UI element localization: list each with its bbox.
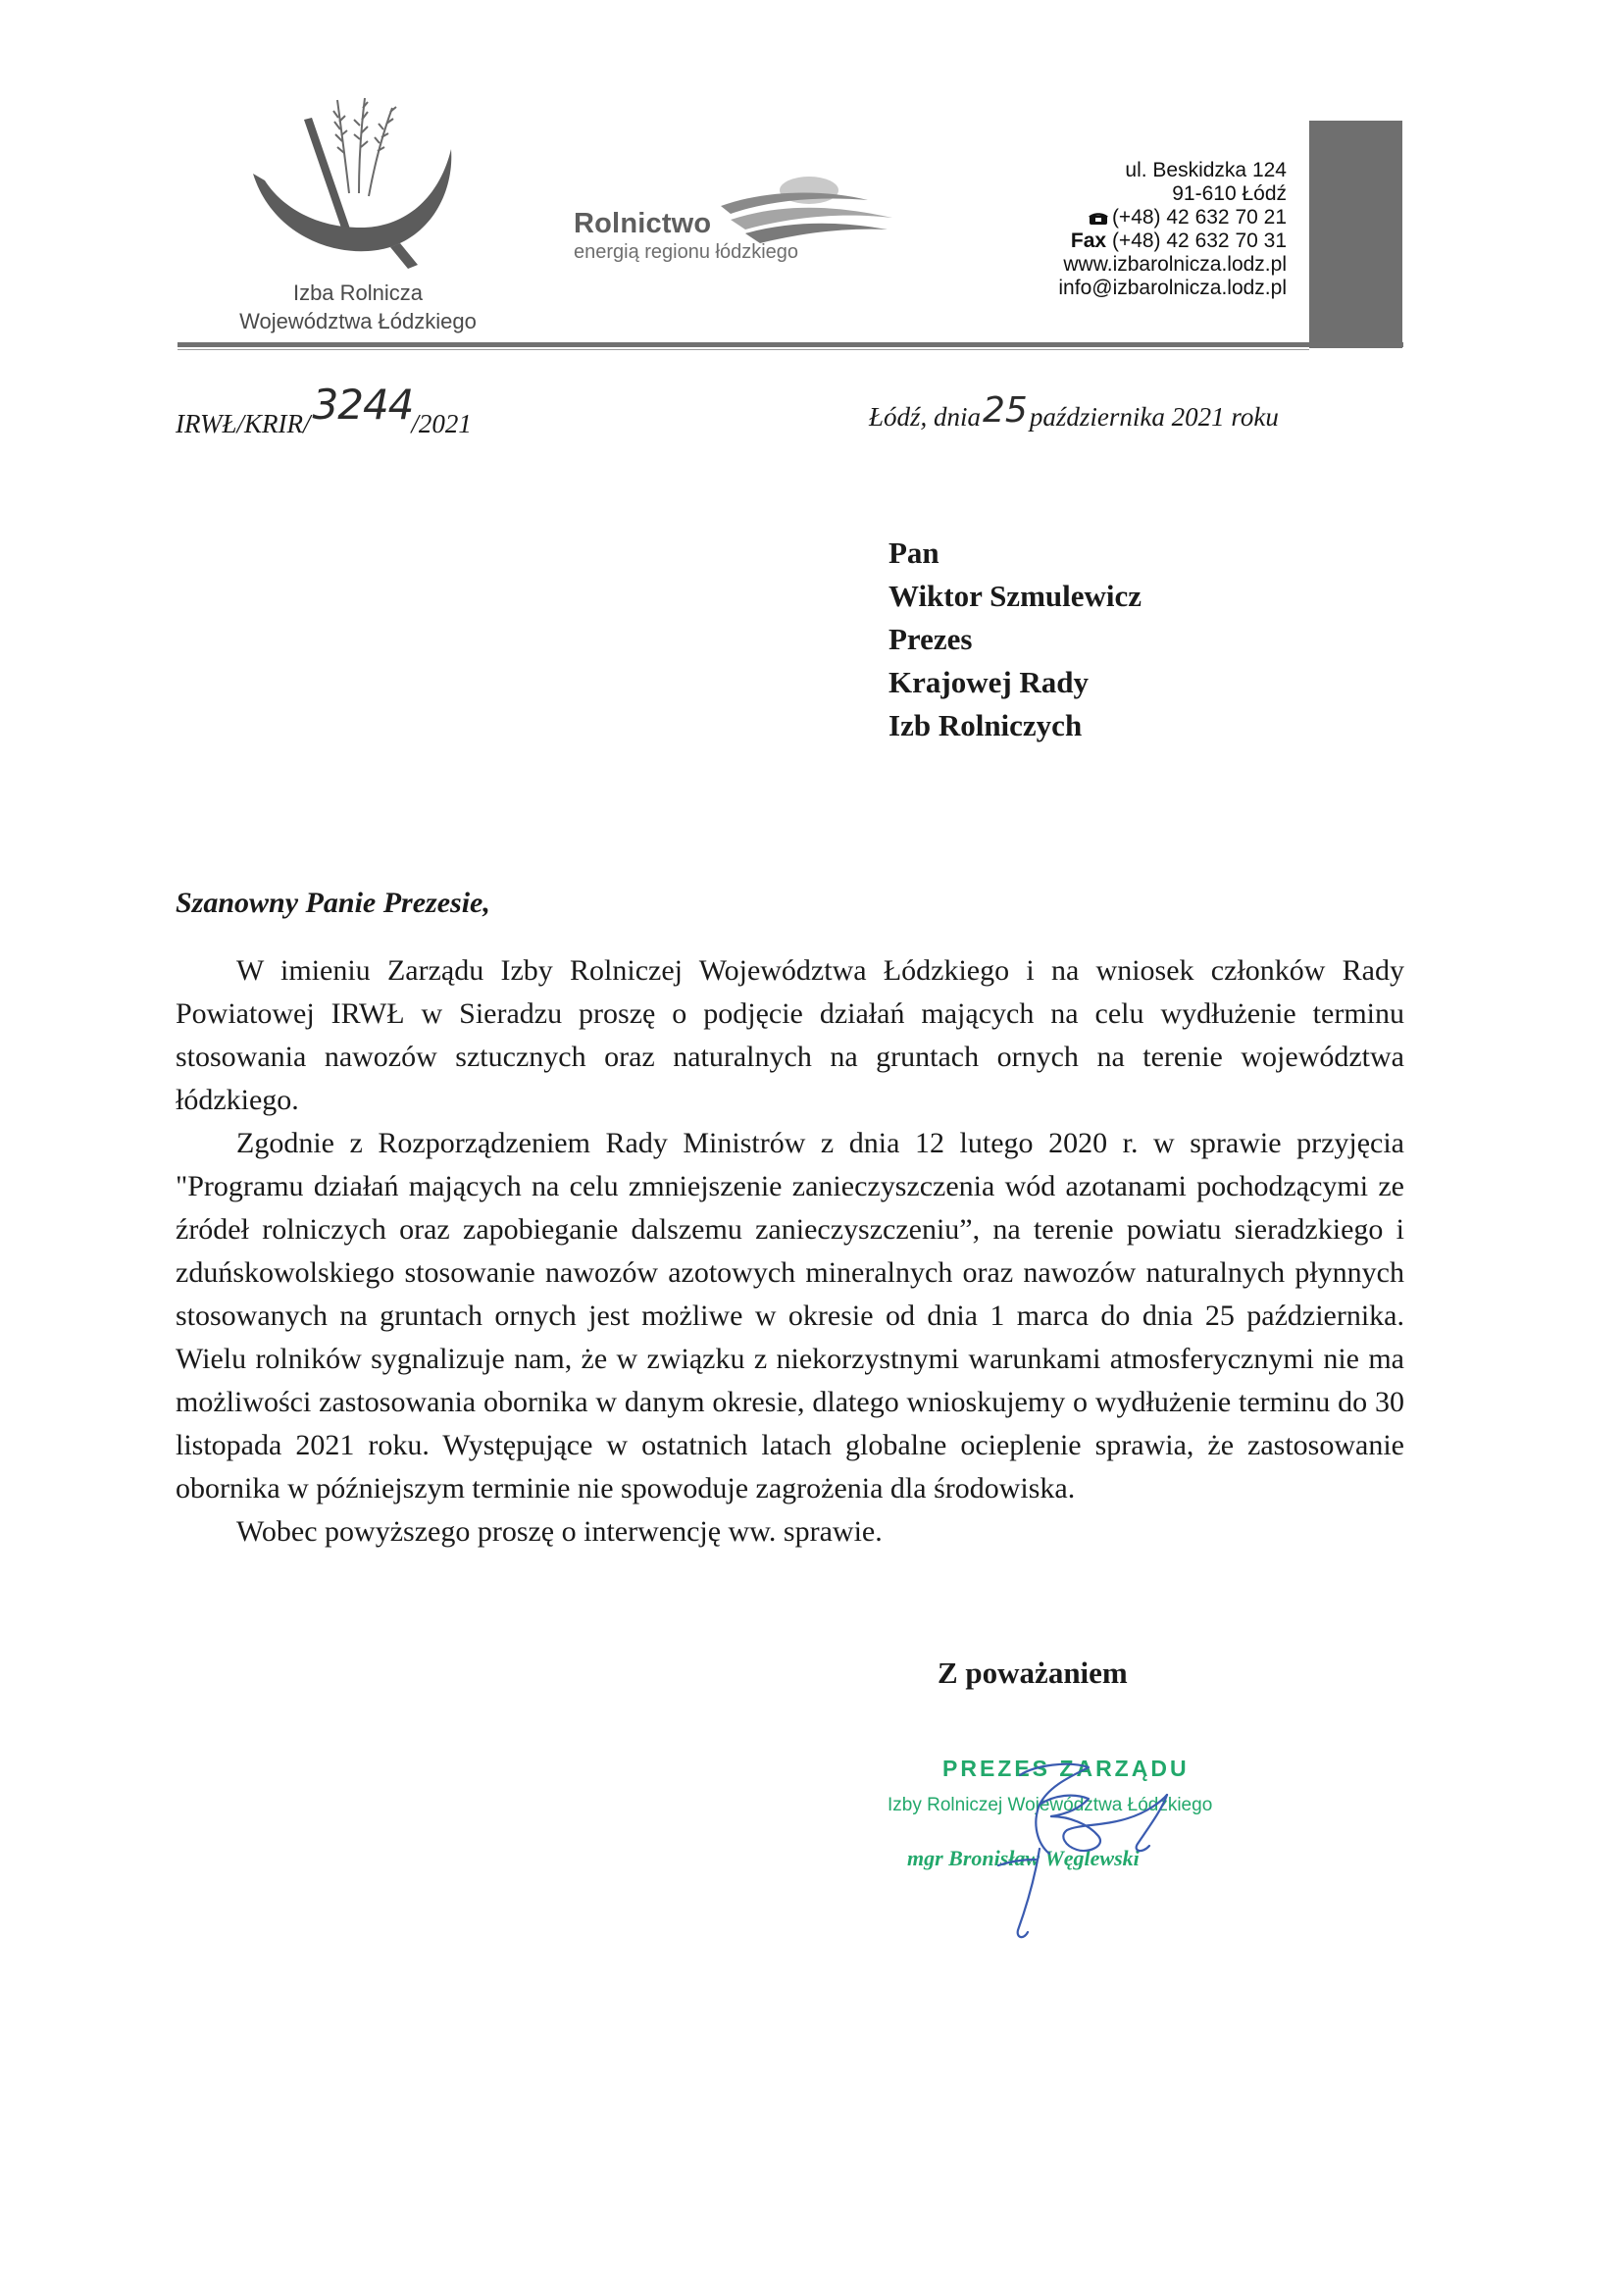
- addressee-line2: Wiktor Szmulewicz: [888, 579, 1142, 613]
- reference-number: [176, 381, 472, 442]
- org-name-line1: Izba Rolnicza: [292, 280, 424, 305]
- contact-phone: (+48) 42 632 70 21: [1111, 206, 1287, 229]
- letter-date: [869, 390, 1279, 434]
- contact-website: www.izbarolnicza.lodz.pl: [1063, 253, 1287, 276]
- addressee-line1: Pan: [888, 535, 939, 570]
- date-suffix: października 2021 roku: [1029, 402, 1279, 432]
- reference-suffix: /2021: [411, 409, 472, 438]
- stamp-title: PREZES ZARZĄDU: [942, 1756, 1190, 1781]
- addressee-line5: Izb Rolniczych: [888, 708, 1083, 742]
- date-handwritten-day: 25: [983, 390, 1028, 431]
- body-paragraph-2: Zgodnie z Rozporządzeniem Rady Ministrów z dnia 12 lutego 2020 r. w sprawie przyjęcia "Programu działań mających na celu zmniejszenie zanieczyszczenia wód azotanami pochodzącymi ze źródeł rolniczych oraz zapobieganie dalszemu zanieczyszczeniu”, na terenie powiatu sieradzkiego i zduńskowolskiego stosowanie nawozów azotowych mineralnych oraz nawozów naturalnych płynnych stosowanych na gruntach ornych jest możliwe w okresie od dnia 1 marca do dnia 25 października. Wielu rolników sygnalizuje nam, że w związku z niekorzystnymi warunkami atmosferycznymi nie ma możliwości zastosowania obornika w danym okresie, dlatego wnioskujemy o wydłużenie terminu do 30 listopada 2021 roku. Występujące w ostatnich latach globalne ocieplenie sprawia, że zastosowanie obornika w późniejszym terminie nie spowoduje zagrożenia dla środowiska.: [176, 1127, 1404, 1504]
- handwritten-signature: [941, 1756, 1196, 1947]
- brand-slogan: energią regionu łódzkiego: [574, 241, 799, 263]
- organization-caption: [196, 279, 520, 335]
- letter-body: [176, 949, 1404, 1554]
- header-divider-thin: [178, 349, 1309, 350]
- reference-handwritten-number: 3244: [312, 381, 414, 429]
- contact-email: info@izbarolnicza.lodz.pl: [1058, 277, 1287, 299]
- telephone-icon: [1089, 212, 1108, 225]
- contact-fax: (+48) 42 632 70 31: [1111, 229, 1287, 252]
- contact-phone-line: [1058, 206, 1287, 229]
- body-paragraph-3: Wobec powyższego proszę o interwencję ww. sprawie.: [236, 1515, 883, 1548]
- brand-name: Rolnictwo: [574, 208, 712, 239]
- reference-prefix: IRWŁ/KRIR/: [176, 409, 311, 438]
- fax-label: Fax: [1070, 229, 1107, 252]
- closing: Z poważaniem: [938, 1656, 1128, 1690]
- header-divider: [178, 342, 1403, 347]
- addressee-line3: Prezes: [888, 622, 973, 656]
- salutation: Szanowny Panie Prezesie,: [176, 887, 490, 919]
- header-side-bar: [1309, 121, 1402, 348]
- addressee-block: [888, 532, 1142, 747]
- contact-city: 91-610 Łódź: [1172, 182, 1287, 205]
- contact-block: [1058, 159, 1287, 300]
- contact-street: ul. Beskidzka 124: [1125, 159, 1287, 181]
- addressee-line4: Krajowej Rady: [888, 665, 1090, 699]
- org-name-line2: Województwa Łódzkiego: [239, 309, 477, 333]
- stamp-organization: Izby Rolniczej Województwa Łódzkiego: [888, 1795, 1213, 1815]
- farming-tools-wheat-logo-icon: [243, 90, 469, 277]
- body-paragraph-1: W imieniu Zarządu Izby Rolniczej Województwa Łódzkiego i na wniosek członków Rady Powiatowej IRWŁ w Sieradzu proszę o podjęcie działań mających na celu wydłużenie terminu stosowania nawozów sztucznych oraz naturalnych na gruntach ornych na terenie województwa łódzkiego.: [176, 954, 1404, 1116]
- stamp-name: mgr Bronisław Węglewski: [907, 1846, 1140, 1870]
- contact-fax-line: [1058, 229, 1287, 253]
- date-prefix: Łódź, dnia: [869, 402, 982, 432]
